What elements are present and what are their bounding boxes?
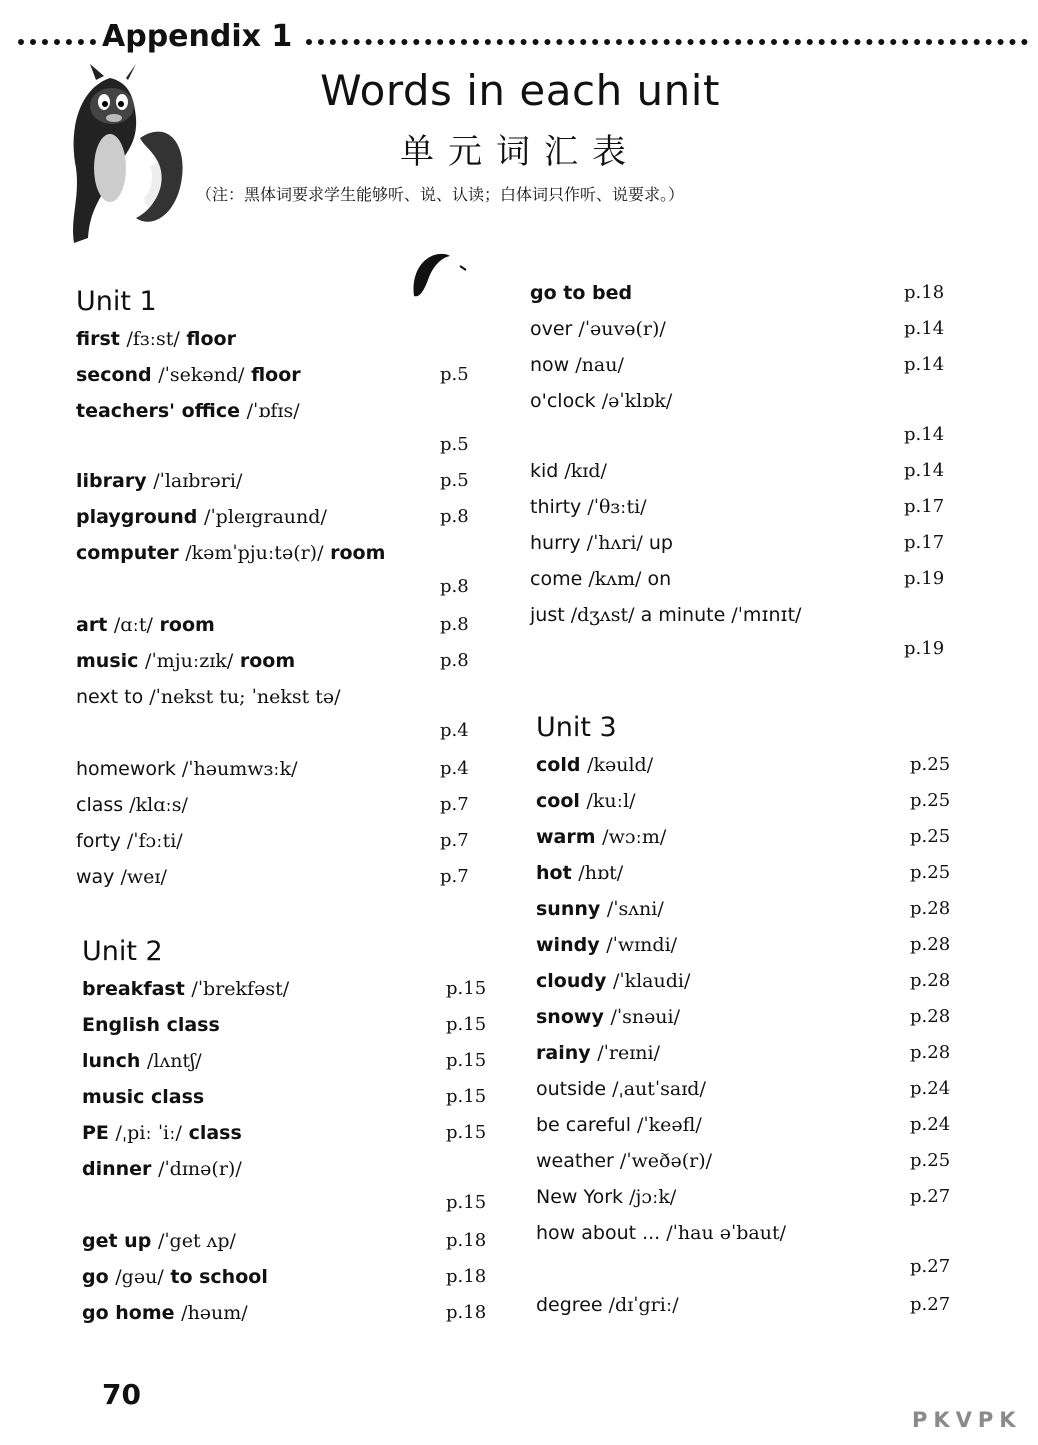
vocab-entry: [82, 978, 492, 1008]
vocab-page-ref: p.5: [440, 434, 469, 455]
watermark: PKVPK: [912, 1408, 1022, 1432]
vocab-entry: [76, 328, 486, 358]
vocab-entry: [76, 650, 486, 680]
vocab-page-ref: p.14: [904, 424, 945, 445]
vocab-entry: [536, 1006, 956, 1036]
vocab-headword-tail: to school: [170, 1266, 268, 1288]
vocab-page-ref: p.28: [910, 1006, 951, 1027]
vocab-page-ref: p.25: [910, 790, 951, 811]
vocab-word: [76, 400, 300, 422]
vocab-page-ref: p.18: [904, 282, 945, 303]
vocab-entry: [530, 568, 950, 598]
vocab-headword: New York: [536, 1186, 624, 1208]
vocab-headword: next to: [76, 686, 144, 708]
vocab-headword-tail: a minute /ˈmɪnɪt/: [640, 604, 802, 626]
vocab-word: [76, 506, 327, 528]
vocab-phonetic: /ˌautˈsaɪd/: [612, 1078, 706, 1100]
vocab-page-ref: p.28: [910, 934, 951, 955]
vocab-word: [76, 866, 167, 888]
vocab-word: [530, 390, 672, 412]
vocab-phonetic: /ˈfɔːti/: [126, 830, 183, 852]
vocab-word: [536, 1150, 712, 1172]
vocab-headword: cold: [536, 754, 581, 776]
vocab-entry: [536, 970, 956, 1000]
vocab-phonetic: /ˈmjuːzɪk/: [145, 650, 234, 672]
vocab-page-ref: p.15: [446, 1014, 487, 1035]
vocab-headword: English class: [82, 1014, 220, 1036]
vocab-phonetic: /wɔːm/: [602, 826, 667, 848]
vocab-entry: [76, 830, 486, 860]
vocab-word: [536, 1222, 786, 1244]
vocab-page-ref: p.14: [904, 354, 945, 375]
page-number: 70: [102, 1378, 141, 1411]
vocab-page-ref: p.27: [910, 1186, 951, 1207]
vocab-entry: [536, 754, 956, 784]
vocab-entry: [76, 866, 486, 896]
vocab-page-ref: p.14: [904, 460, 945, 481]
vocab-phonetic: /əˈklɒk/: [601, 390, 673, 412]
vocab-page-ref: p.28: [910, 1042, 951, 1063]
vocab-phonetic: /weɪ/: [120, 866, 167, 888]
vocab-headword: weather: [536, 1150, 614, 1172]
dotted-rule-left: [18, 39, 96, 45]
vocab-entry: [76, 542, 486, 597]
vocab-page-ref: p.17: [904, 496, 945, 517]
vocab-word: [536, 1294, 679, 1316]
vocab-entry: [530, 318, 950, 348]
unit-2-heading: Unit 2: [82, 936, 163, 967]
vocab-headword: PE: [82, 1122, 109, 1144]
vocab-entry: [536, 1078, 956, 1108]
vocab-phonetic: /ˈdɪnə(r)/: [158, 1158, 242, 1180]
vocab-headword-tail: room: [330, 542, 386, 564]
vocab-word: [536, 862, 623, 884]
vocab-entry: [82, 1266, 492, 1296]
vocab-page-ref: p.25: [910, 826, 951, 847]
vocab-word: [530, 318, 666, 340]
vocab-word: [76, 686, 341, 708]
vocab-entry: [76, 614, 486, 644]
vocab-entry: [82, 1122, 492, 1152]
vocab-entry: [530, 282, 950, 312]
vocab-headword: now: [530, 354, 570, 376]
vocab-page-ref: p.7: [440, 830, 469, 851]
vocab-phonetic: /ˈhʌri/: [586, 532, 643, 554]
vocab-page-ref: p.15: [446, 1192, 487, 1213]
vocab-entry: [76, 400, 486, 455]
vocab-entry: [82, 1302, 492, 1332]
vocab-headword: rainy: [536, 1042, 591, 1064]
vocab-phonetic: /ˈklaudi/: [612, 970, 691, 992]
vocab-word: [76, 470, 242, 492]
vocab-entry: [536, 826, 956, 856]
instruction-note: （注：黑体词要求学生能够听、说、认读；白体词只作听、说要求。）: [196, 185, 685, 204]
vocab-word: [82, 1086, 204, 1108]
vocab-phonetic: /lʌntʃ/: [146, 1050, 202, 1072]
header-row: [18, 14, 1028, 58]
vocab-entry: [82, 1086, 492, 1116]
vocab-headword: music class: [82, 1086, 205, 1108]
vocab-page-ref: p.24: [910, 1078, 951, 1099]
vocab-word: [536, 790, 636, 812]
vocab-headword: outside: [536, 1078, 607, 1100]
vocab-headword: hurry: [530, 532, 581, 554]
vocab-word: [536, 754, 653, 776]
vocab-phonetic: /kəuld/: [587, 754, 654, 776]
vocab-headword: go: [82, 1266, 109, 1288]
vocab-headword: just: [530, 604, 565, 626]
vocab-word: [82, 1122, 242, 1144]
vocab-headword: lunch: [82, 1050, 141, 1072]
vocab-entry: [76, 470, 486, 500]
vocab-page-ref: p.18: [446, 1230, 487, 1251]
vocab-entry: [536, 934, 956, 964]
vocab-entry: [82, 1014, 492, 1044]
vocab-phonetic: /ɑːt/: [113, 614, 153, 636]
vocab-word: [82, 978, 289, 1000]
vocab-phonetic: /ˌpiː ˈiː/: [115, 1122, 182, 1144]
vocab-headword-tail: class: [188, 1122, 242, 1144]
vocab-phonetic: /ˈθɜːti/: [587, 496, 647, 518]
vocab-entry: [82, 1158, 492, 1213]
vocab-word: [536, 1078, 706, 1100]
vocab-page-ref: p.19: [904, 638, 945, 659]
vocab-word: [76, 542, 385, 564]
vocab-headword: art: [76, 614, 108, 636]
vocab-headword: o'clock: [530, 390, 596, 412]
vocab-entry: [536, 1222, 956, 1277]
vocab-headword: go home: [82, 1302, 175, 1324]
vocab-headword-tail: floor: [251, 364, 301, 386]
vocab-page-ref: p.24: [910, 1114, 951, 1135]
vocab-entry: [536, 1294, 956, 1324]
vocab-word: [76, 650, 295, 672]
vocab-phonetic: /fɜːst/: [126, 328, 180, 350]
vocab-page-ref: p.15: [446, 1050, 487, 1071]
vocab-phonetic: /ˈkeəfl/: [637, 1114, 702, 1136]
vocab-entry: [530, 460, 950, 490]
vocab-entry: [530, 354, 950, 384]
vocab-entry: [536, 1042, 956, 1072]
vocab-word: [536, 970, 690, 992]
vocab-page-ref: p.28: [910, 898, 951, 919]
vocab-entry: [530, 532, 950, 562]
vocab-word: [76, 758, 298, 780]
vocab-word: [82, 1302, 248, 1324]
vocab-page-ref: p.5: [440, 364, 469, 385]
vocab-phonetic: /nau/: [575, 354, 624, 376]
vocab-page-ref: p.5: [440, 470, 469, 491]
vocab-headword: cool: [536, 790, 580, 812]
vocab-headword: sunny: [536, 898, 601, 920]
vocab-phonetic: /dɪˈgriː/: [608, 1294, 679, 1316]
appendix-label: Appendix 1: [102, 18, 293, 54]
vocab-word: [536, 934, 677, 956]
vocab-page-ref: p.14: [904, 318, 945, 339]
vocab-phonetic: /gəu/: [115, 1266, 164, 1288]
page-title: Words in each unit: [320, 66, 720, 115]
vocab-page-ref: p.15: [446, 978, 487, 999]
vocab-headword: playground: [76, 506, 198, 528]
vocab-word: [76, 830, 183, 852]
vocab-entry: [530, 496, 950, 526]
vocab-entry: [76, 364, 486, 394]
vocab-word: [76, 614, 215, 636]
vocab-headword-tail: room: [239, 650, 296, 672]
vocab-headword: go to bed: [530, 282, 633, 304]
vocab-page-ref: p.7: [440, 866, 469, 887]
vocab-phonetic: /ˈsnəui/: [610, 1006, 681, 1028]
vocab-word: [76, 364, 301, 386]
vocab-entry: [536, 790, 956, 820]
vocab-headword: get up: [82, 1230, 152, 1252]
vocab-page-ref: p.25: [910, 862, 951, 883]
dotted-rule-right: [306, 39, 1028, 45]
vocab-word: [530, 568, 671, 590]
vocab-headword: breakfast: [82, 978, 185, 1000]
vocab-entry: [536, 1150, 956, 1180]
vocab-headword: warm: [536, 826, 596, 848]
vocab-word: [536, 1114, 702, 1136]
vocab-entry: [82, 1050, 492, 1080]
unit-3-heading: Unit 3: [536, 712, 617, 743]
vocab-phonetic: /ˈlaɪbrəri/: [153, 470, 243, 492]
vocab-headword: cloudy: [536, 970, 607, 992]
vocab-entry: [530, 390, 950, 445]
vocab-word: [82, 1266, 268, 1288]
vocab-page-ref: p.17: [904, 532, 945, 553]
vocab-page-ref: p.19: [904, 568, 945, 589]
vocab-headword: hot: [536, 862, 572, 884]
vocab-headword: dinner: [82, 1158, 152, 1180]
vocab-word: [82, 1158, 242, 1180]
vocab-entry: [536, 1186, 956, 1216]
vocab-word: [536, 898, 664, 920]
vocab-word: [530, 496, 647, 518]
vocab-word: [82, 1014, 220, 1036]
vocab-headword: teachers' office: [76, 400, 240, 422]
vocab-word: [536, 1042, 660, 1064]
vocab-page-ref: p.8: [440, 506, 469, 527]
vocab-phonetic: /kəmˈpjuːtə(r)/: [185, 542, 324, 564]
vocab-word: [82, 1050, 202, 1072]
vocab-page-ref: p.4: [440, 758, 469, 779]
vocab-page-ref: p.15: [446, 1122, 487, 1143]
vocab-headword: snowy: [536, 1006, 604, 1028]
vocab-entry: [536, 862, 956, 892]
vocab-headword: homework: [76, 758, 176, 780]
vocab-word: [76, 794, 188, 816]
vocab-page-ref: p.8: [440, 650, 469, 671]
vocab-word: [530, 354, 624, 376]
vocab-headword-tail: up: [648, 532, 673, 554]
vocab-phonetic: /ˈweðə(r)/: [619, 1150, 713, 1172]
vocab-headword: windy: [536, 934, 600, 956]
vocab-headword: over: [530, 318, 573, 340]
vocab-headword: computer: [76, 542, 179, 564]
vocab-entry: [76, 758, 486, 788]
vocab-phonetic: /ˈget ʌp/: [157, 1230, 236, 1252]
page-title-chinese: 单元词汇表: [400, 132, 640, 172]
vocab-phonetic: /həum/: [181, 1302, 248, 1324]
vocab-page-ref: p.15: [446, 1086, 487, 1107]
vocab-page-ref: p.18: [446, 1302, 487, 1323]
vocab-phonetic: /ˈsekənd/: [158, 364, 245, 386]
vocab-page-ref: p.8: [440, 614, 469, 635]
vocab-headword-tail: floor: [186, 328, 236, 350]
vocab-phonetic: /ˈreɪni/: [597, 1042, 660, 1064]
vocab-phonetic: /ˈnekst tu; ˈnekst tə/: [149, 686, 341, 708]
vocab-page-ref: p.4: [440, 720, 469, 741]
vocab-word: [536, 1186, 676, 1208]
vocab-entry: [536, 1114, 956, 1144]
vocab-phonetic: /dʒʌst/: [570, 604, 635, 626]
vocab-headword: class: [76, 794, 124, 816]
vocab-word: [530, 604, 801, 626]
vocab-word: [82, 1230, 236, 1252]
vocab-phonetic: /kuːl/: [586, 790, 636, 812]
vocab-phonetic: /jɔːk/: [629, 1186, 677, 1208]
vocab-phonetic: /klɑːs/: [129, 794, 188, 816]
vocab-entry: [76, 794, 486, 824]
vocab-page-ref: p.8: [440, 576, 469, 597]
vocab-page-ref: p.28: [910, 970, 951, 991]
vocab-phonetic: /ˈpleɪgraund/: [204, 506, 327, 528]
vocab-word: [536, 826, 666, 848]
vocab-headword: how about ...: [536, 1222, 661, 1244]
fox-mascot-icon: [40, 58, 200, 248]
vocab-phonetic: /ˈbrekfəst/: [191, 978, 290, 1000]
vocab-headword: degree: [536, 1294, 603, 1316]
vocab-phonetic: /kɪd/: [564, 460, 607, 482]
vocab-page-ref: p.27: [910, 1256, 951, 1277]
vocab-page-ref: p.27: [910, 1294, 951, 1315]
vocab-phonetic: /ˈhəumwɜːk/: [181, 758, 298, 780]
vocab-headword: thirty: [530, 496, 582, 518]
vocab-headword-tail: room: [159, 614, 215, 636]
vocab-word: [530, 282, 632, 304]
vocab-headword: second: [76, 364, 152, 386]
vocab-headword: forty: [76, 830, 121, 852]
brush-stroke-icon: [404, 246, 484, 306]
vocab-headword: first: [76, 328, 120, 350]
vocab-entry: [76, 686, 486, 741]
vocab-page-ref: p.25: [910, 1150, 951, 1171]
vocab-headword: kid: [530, 460, 559, 482]
vocab-entry: [76, 506, 486, 536]
vocab-headword: way: [76, 866, 115, 888]
vocab-headword: library: [76, 470, 147, 492]
vocab-phonetic: /ˈhau əˈbaut/: [666, 1222, 786, 1244]
vocab-word: [536, 1006, 680, 1028]
vocab-word: [76, 328, 236, 350]
vocab-headword: be careful: [536, 1114, 631, 1136]
vocab-phonetic: /ˈwɪndi/: [606, 934, 678, 956]
vocab-entry: [536, 898, 956, 928]
vocab-headword: music: [76, 650, 139, 672]
vocab-word: [530, 460, 607, 482]
vocab-headword-tail: on: [647, 568, 672, 590]
vocab-page-ref: p.25: [910, 754, 951, 775]
vocab-phonetic: /ˈəuvə(r)/: [578, 318, 666, 340]
vocab-page-ref: p.7: [440, 794, 469, 815]
vocab-phonetic: /hɒt/: [578, 862, 624, 884]
vocab-phonetic: /ˈɒfɪs/: [246, 400, 300, 422]
vocab-page-ref: p.18: [446, 1266, 487, 1287]
vocab-phonetic: /kʌm/: [588, 568, 642, 590]
vocab-entry: [82, 1230, 492, 1260]
unit-1-heading: Unit 1: [76, 286, 157, 317]
vocab-entry: [530, 604, 950, 659]
vocab-headword: come: [530, 568, 583, 590]
vocab-word: [530, 532, 673, 554]
vocab-phonetic: /ˈsʌni/: [606, 898, 664, 920]
